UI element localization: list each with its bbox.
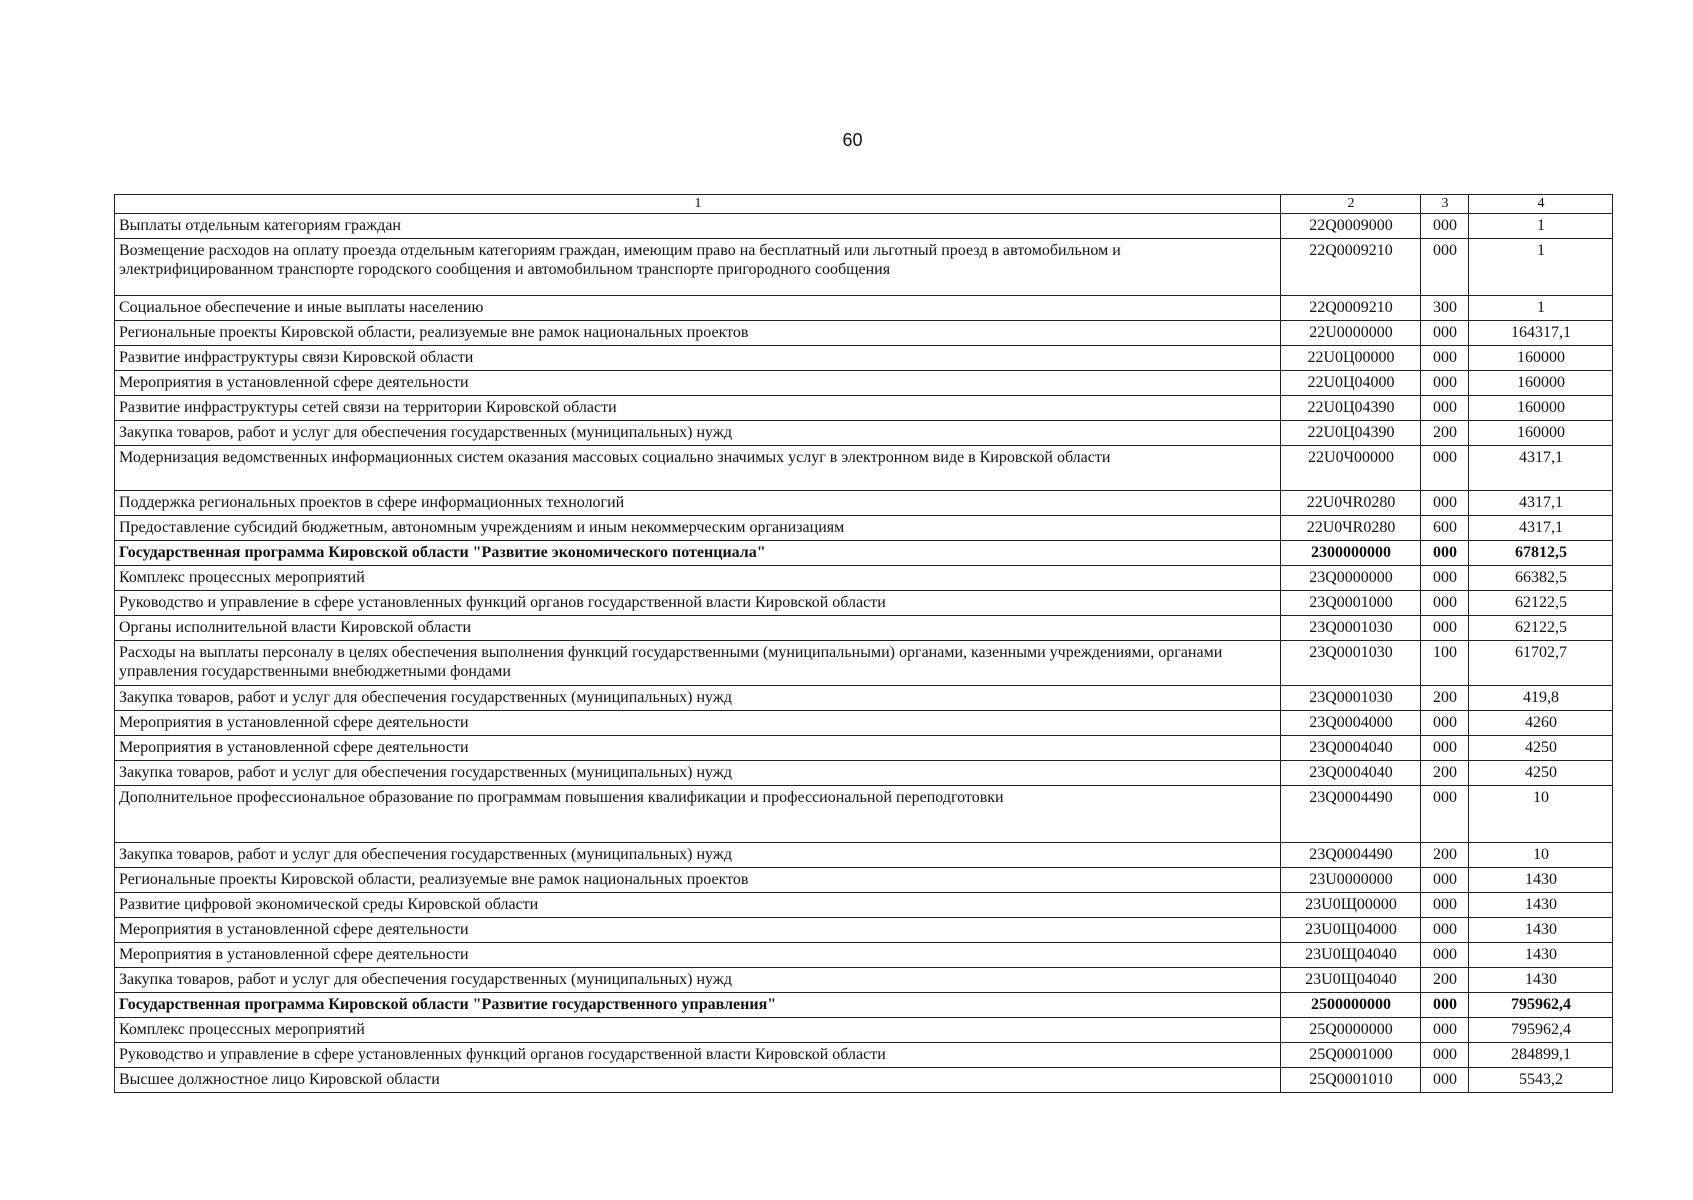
row-name-cell: Поддержка региональных проектов в сфере информационных технологий bbox=[115, 491, 1281, 516]
row-code-cell: 25Q0000000 bbox=[1281, 1018, 1421, 1043]
row-name-cell: Предоставление субсидий бюджетным, автономным учреждениям и иным некоммерческим организациям bbox=[115, 516, 1281, 541]
row-code-cell: 22U0Ц04000 bbox=[1281, 371, 1421, 396]
row-amount-cell: 164317,1 bbox=[1469, 321, 1613, 346]
row-name-cell: Дополнительное профессиональное образование по программам повышения квалификации и профессиональной переподготовки bbox=[115, 786, 1281, 843]
row-code-cell: 23Q0004490 bbox=[1281, 786, 1421, 843]
row-name-cell: Органы исполнительной власти Кировской области bbox=[115, 616, 1281, 641]
row-name-cell: Расходы на выплаты персоналу в целях обеспечения выполнения функций государственными (муниципальными) органами, казенными учреждениями, органами управления государственными внебюджетными фондами bbox=[115, 641, 1281, 686]
row-name-cell: Государственная программа Кировской области "Развитие государственного управления" bbox=[115, 993, 1281, 1018]
row-amount-cell: 4317,1 bbox=[1469, 491, 1613, 516]
table-row bbox=[115, 868, 1613, 893]
row-name-cell: Модернизация ведомственных информационных систем оказания массовых социально значимых услуг в электронном виде в Кировской области bbox=[115, 446, 1281, 491]
row-code-cell: 25Q0001000 bbox=[1281, 1043, 1421, 1068]
row-name-cell: Высшее должностное лицо Кировской области bbox=[115, 1068, 1281, 1093]
row-type-cell: 200 bbox=[1421, 968, 1469, 993]
table-row bbox=[115, 491, 1613, 516]
row-code-cell: 23Q0001030 bbox=[1281, 686, 1421, 711]
row-code-cell: 23U0000000 bbox=[1281, 868, 1421, 893]
row-code-cell: 2500000000 bbox=[1281, 993, 1421, 1018]
row-code-cell: 22U0Ц04390 bbox=[1281, 396, 1421, 421]
row-amount-cell: 1 bbox=[1469, 239, 1613, 296]
row-name-cell: Развитие инфраструктуры связи Кировской области bbox=[115, 346, 1281, 371]
table-row bbox=[115, 761, 1613, 786]
row-name-cell: Мероприятия в установленной сфере деятельности bbox=[115, 918, 1281, 943]
row-type-cell: 200 bbox=[1421, 686, 1469, 711]
row-code-cell: 23U0Щ04040 bbox=[1281, 968, 1421, 993]
row-amount-cell: 5543,2 bbox=[1469, 1068, 1613, 1093]
row-type-cell: 000 bbox=[1421, 786, 1469, 843]
row-name-cell: Мероприятия в установленной сфере деятельности bbox=[115, 943, 1281, 968]
row-code-cell: 23U0Щ00000 bbox=[1281, 893, 1421, 918]
row-code-cell: 22U0Ц04390 bbox=[1281, 421, 1421, 446]
row-type-cell: 000 bbox=[1421, 943, 1469, 968]
row-code-cell: 22U0Ц00000 bbox=[1281, 346, 1421, 371]
row-name-cell: Региональные проекты Кировской области, реализуемые вне рамок национальных проектов bbox=[115, 868, 1281, 893]
row-code-cell: 22Q0009210 bbox=[1281, 239, 1421, 296]
row-name-cell: Закупка товаров, работ и услуг для обеспечения государственных (муниципальных) нужд bbox=[115, 843, 1281, 868]
table-row bbox=[115, 396, 1613, 421]
row-type-cell: 100 bbox=[1421, 641, 1469, 686]
row-code-cell: 23Q0001030 bbox=[1281, 616, 1421, 641]
row-name-cell: Государственная программа Кировской области "Развитие экономического потенциала" bbox=[115, 541, 1281, 566]
row-amount-cell: 1430 bbox=[1469, 968, 1613, 993]
row-amount-cell: 62122,5 bbox=[1469, 591, 1613, 616]
header-cell-amount: 4 bbox=[1469, 195, 1613, 214]
row-amount-cell: 160000 bbox=[1469, 371, 1613, 396]
table-row bbox=[115, 1043, 1613, 1068]
row-code-cell: 22U0Ч00000 bbox=[1281, 446, 1421, 491]
row-amount-cell: 4250 bbox=[1469, 761, 1613, 786]
table-row bbox=[115, 421, 1613, 446]
row-name-cell: Развитие цифровой экономической среды Кировской области bbox=[115, 893, 1281, 918]
row-name-cell: Руководство и управление в сфере установленных функций органов государственной власти Кировской области bbox=[115, 1043, 1281, 1068]
row-amount-cell: 160000 bbox=[1469, 346, 1613, 371]
row-amount-cell: 1430 bbox=[1469, 893, 1613, 918]
table-row bbox=[115, 371, 1613, 396]
row-code-cell: 22U0ЧR0280 bbox=[1281, 491, 1421, 516]
row-amount-cell: 284899,1 bbox=[1469, 1043, 1613, 1068]
table-row bbox=[115, 968, 1613, 993]
row-name-cell: Закупка товаров, работ и услуг для обеспечения государственных (муниципальных) нужд bbox=[115, 421, 1281, 446]
row-code-cell: 23Q0001030 bbox=[1281, 641, 1421, 686]
budget-table-body bbox=[115, 195, 1613, 1093]
row-name-cell: Мероприятия в установленной сфере деятельности bbox=[115, 371, 1281, 396]
row-code-cell: 22Q0009000 bbox=[1281, 214, 1421, 239]
table-row bbox=[115, 893, 1613, 918]
table-row bbox=[115, 516, 1613, 541]
row-type-cell: 200 bbox=[1421, 761, 1469, 786]
row-amount-cell: 419,8 bbox=[1469, 686, 1613, 711]
row-type-cell: 000 bbox=[1421, 893, 1469, 918]
row-name-cell: Развитие инфраструктуры сетей связи на территории Кировской области bbox=[115, 396, 1281, 421]
row-name-cell: Закупка товаров, работ и услуг для обеспечения государственных (муниципальных) нужд bbox=[115, 761, 1281, 786]
row-amount-cell: 160000 bbox=[1469, 421, 1613, 446]
row-type-cell: 000 bbox=[1421, 566, 1469, 591]
row-amount-cell: 1430 bbox=[1469, 943, 1613, 968]
row-code-cell: 23U0Щ04040 bbox=[1281, 943, 1421, 968]
row-amount-cell: 66382,5 bbox=[1469, 566, 1613, 591]
row-code-cell: 23Q0004490 bbox=[1281, 843, 1421, 868]
table-row bbox=[115, 943, 1613, 968]
row-name-cell: Выплаты отдельным категориям граждан bbox=[115, 214, 1281, 239]
table-row bbox=[115, 1018, 1613, 1043]
table-row bbox=[115, 686, 1613, 711]
row-amount-cell: 1 bbox=[1469, 214, 1613, 239]
row-amount-cell: 67812,5 bbox=[1469, 541, 1613, 566]
row-name-cell: Возмещение расходов на оплату проезда отдельным категориям граждан, имеющим право на бесплатный или льготный проезд в автомобильном и электрифицированном транспорте городского сообщения и автомобильном транспорте пригородного сообщения bbox=[115, 239, 1281, 296]
row-code-cell: 25Q0001010 bbox=[1281, 1068, 1421, 1093]
table-row bbox=[115, 566, 1613, 591]
row-amount-cell: 795962,4 bbox=[1469, 1018, 1613, 1043]
row-name-cell: Мероприятия в установленной сфере деятельности bbox=[115, 736, 1281, 761]
row-type-cell: 000 bbox=[1421, 239, 1469, 296]
row-name-cell: Закупка товаров, работ и услуг для обеспечения государственных (муниципальных) нужд bbox=[115, 968, 1281, 993]
row-amount-cell: 1430 bbox=[1469, 868, 1613, 893]
row-amount-cell: 10 bbox=[1469, 786, 1613, 843]
page-number: 60 bbox=[842, 130, 863, 150]
table-row bbox=[115, 843, 1613, 868]
row-name-cell: Закупка товаров, работ и услуг для обеспечения государственных (муниципальных) нужд bbox=[115, 686, 1281, 711]
row-type-cell: 000 bbox=[1421, 993, 1469, 1018]
row-code-cell: 22U0000000 bbox=[1281, 321, 1421, 346]
row-type-cell: 000 bbox=[1421, 918, 1469, 943]
row-type-cell: 200 bbox=[1421, 421, 1469, 446]
header-cell-name: 1 bbox=[115, 195, 1281, 214]
row-type-cell: 000 bbox=[1421, 346, 1469, 371]
row-type-cell: 000 bbox=[1421, 868, 1469, 893]
row-code-cell: 2300000000 bbox=[1281, 541, 1421, 566]
table-row bbox=[115, 239, 1613, 296]
row-amount-cell: 4260 bbox=[1469, 711, 1613, 736]
row-amount-cell: 62122,5 bbox=[1469, 616, 1613, 641]
row-type-cell: 000 bbox=[1421, 736, 1469, 761]
row-type-cell: 300 bbox=[1421, 296, 1469, 321]
row-name-cell: Мероприятия в установленной сфере деятельности bbox=[115, 711, 1281, 736]
row-amount-cell: 160000 bbox=[1469, 396, 1613, 421]
row-type-cell: 000 bbox=[1421, 1043, 1469, 1068]
row-type-cell: 000 bbox=[1421, 396, 1469, 421]
table-row bbox=[115, 736, 1613, 761]
table-row bbox=[115, 1068, 1613, 1093]
table-row bbox=[115, 346, 1613, 371]
header-cell-type: 3 bbox=[1421, 195, 1469, 214]
row-name-cell: Комплекс процессных мероприятий bbox=[115, 1018, 1281, 1043]
row-code-cell: 23Q0004040 bbox=[1281, 736, 1421, 761]
table-row bbox=[115, 993, 1613, 1018]
budget-table bbox=[114, 194, 1613, 1093]
row-code-cell: 22U0ЧR0280 bbox=[1281, 516, 1421, 541]
table-row bbox=[115, 321, 1613, 346]
table-row bbox=[115, 786, 1613, 843]
row-amount-cell: 795962,4 bbox=[1469, 993, 1613, 1018]
table-row bbox=[115, 296, 1613, 321]
row-type-cell: 000 bbox=[1421, 214, 1469, 239]
table-row bbox=[115, 446, 1613, 491]
table-row bbox=[115, 918, 1613, 943]
row-code-cell: 23Q0004000 bbox=[1281, 711, 1421, 736]
row-type-cell: 000 bbox=[1421, 321, 1469, 346]
row-amount-cell: 10 bbox=[1469, 843, 1613, 868]
row-code-cell: 23U0Щ04000 bbox=[1281, 918, 1421, 943]
row-name-cell: Руководство и управление в сфере установленных функций органов государственной власти Кировской области bbox=[115, 591, 1281, 616]
table-row bbox=[115, 616, 1613, 641]
header-cell-code: 2 bbox=[1281, 195, 1421, 214]
row-name-cell: Региональные проекты Кировской области, реализуемые вне рамок национальных проектов bbox=[115, 321, 1281, 346]
row-code-cell: 23Q0000000 bbox=[1281, 566, 1421, 591]
row-type-cell: 000 bbox=[1421, 711, 1469, 736]
row-type-cell: 000 bbox=[1421, 1018, 1469, 1043]
table-row bbox=[115, 214, 1613, 239]
row-type-cell: 000 bbox=[1421, 591, 1469, 616]
row-code-cell: 22Q0009210 bbox=[1281, 296, 1421, 321]
row-amount-cell: 4317,1 bbox=[1469, 516, 1613, 541]
row-code-cell: 23Q0001000 bbox=[1281, 591, 1421, 616]
row-type-cell: 000 bbox=[1421, 371, 1469, 396]
table-row bbox=[115, 541, 1613, 566]
row-amount-cell: 1430 bbox=[1469, 918, 1613, 943]
row-amount-cell: 61702,7 bbox=[1469, 641, 1613, 686]
header-row bbox=[115, 195, 1613, 214]
row-amount-cell: 4317,1 bbox=[1469, 446, 1613, 491]
row-name-cell: Социальное обеспечение и иные выплаты населению bbox=[115, 296, 1281, 321]
row-type-cell: 000 bbox=[1421, 541, 1469, 566]
row-name-cell: Комплекс процессных мероприятий bbox=[115, 566, 1281, 591]
table-row bbox=[115, 591, 1613, 616]
row-type-cell: 200 bbox=[1421, 843, 1469, 868]
row-type-cell: 000 bbox=[1421, 446, 1469, 491]
row-type-cell: 600 bbox=[1421, 516, 1469, 541]
table-row bbox=[115, 641, 1613, 686]
row-code-cell: 23Q0004040 bbox=[1281, 761, 1421, 786]
row-type-cell: 000 bbox=[1421, 1068, 1469, 1093]
table-row bbox=[115, 711, 1613, 736]
row-amount-cell: 4250 bbox=[1469, 736, 1613, 761]
row-type-cell: 000 bbox=[1421, 616, 1469, 641]
row-type-cell: 000 bbox=[1421, 491, 1469, 516]
row-amount-cell: 1 bbox=[1469, 296, 1613, 321]
